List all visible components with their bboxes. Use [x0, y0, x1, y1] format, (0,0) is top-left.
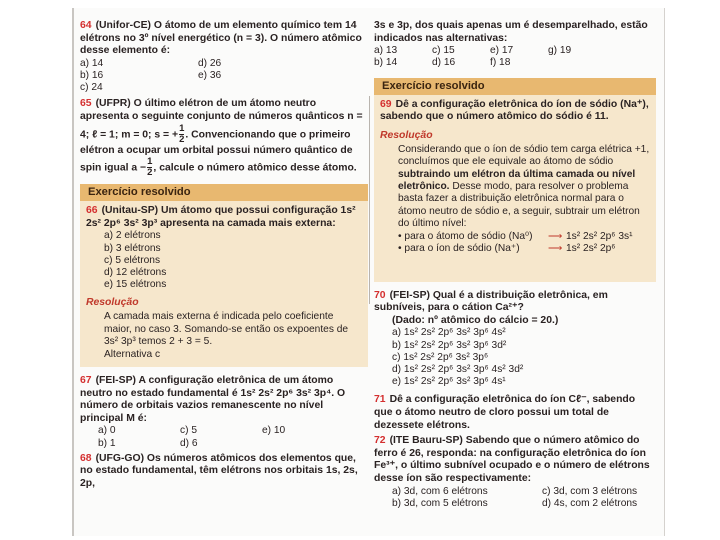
option-a: a) 3d, com 6 elétrons: [392, 485, 488, 497]
option-c: c) 1s² 2s² 2p⁶ 3s² 3p⁶: [392, 351, 489, 363]
option-c: c) 15: [432, 45, 455, 57]
question-text: (FEI-SP) Qual é a distribuição eletrônica, em subníveis, para o cátion Ca²⁺?: [374, 289, 608, 314]
question-70: [374, 290, 656, 389]
question-text: (FEI-SP) A configuração eletrônica de um átomo neutro no estado fundamental é 1s² 2s² 2p⁶ 3s² 3p⁴. O número de orbitais vazios remanescente no nível principal M é:: [80, 375, 346, 424]
question-68-continued: [374, 20, 656, 70]
option-c: c) 5 elétrons: [104, 254, 161, 266]
bullet-atom-config: 1s² 2s² 2p⁶ 3s¹: [566, 230, 633, 242]
option-c: c) 3d, com 3 elétrons: [542, 485, 638, 497]
option-b: b) 14: [374, 57, 398, 69]
solved-exercise-box: [80, 184, 368, 367]
option-d: d) 1s² 2s² 2p⁶ 3s² 3p⁶ 4s² 3d²: [392, 363, 524, 375]
option-a: a) 14: [80, 57, 104, 69]
option-d: d) 6: [180, 437, 198, 449]
question-72: [374, 435, 656, 510]
box-title: Exercício resolvido: [80, 184, 368, 201]
resolution-text: Considerando que o íon de sódio tem carga elétrica +1, concluímos que ele equivale ao átomo de sódio subtraindo um elétron da última camada ou nível eletrônico. Desse modo, para resolver o problema basta fazer a distribuição eletrônica normal para o átomo neutro de sódio e, a seguir, subtrair um elétron do último nível: • para o átomo de sódio (Na⁰) ⟶ 1s² 2s² 2p⁶ 3s¹ • para o íon de sódio (Na⁺) ⟶ 1s² 2s² 2p⁶: [380, 144, 650, 256]
arrow-icon: ⟶: [548, 230, 563, 242]
option-a: a) 1s² 2s² 2p⁶ 3s² 3p⁶ 4s²: [392, 327, 506, 339]
question-data: (Dado: nº atômico do cálcio = 20.): [392, 314, 559, 326]
question-number: 67: [80, 375, 92, 386]
answer-options: [80, 425, 368, 449]
question-64: [80, 20, 368, 94]
right-column: [374, 20, 656, 512]
option-b: b) 1: [98, 437, 116, 449]
bullet-ion-label: • para o íon de sódio (Na⁺): [398, 243, 520, 255]
option-b: b) 16: [80, 69, 104, 81]
question-71: [374, 394, 656, 432]
question-number: 65: [80, 98, 92, 110]
option-e: e) 17: [490, 45, 514, 57]
question-text: Dê a configuração eletrônica do íon de sódio (Na⁺), sabendo que o número atômico do sódio é 11.: [380, 98, 649, 123]
bullet-ion-config: 1s² 2s² 2p⁶: [566, 243, 616, 255]
question-text-part4: , calcule o número atômico desse átomo.: [153, 162, 357, 174]
option-c: c) 24: [80, 82, 103, 94]
bullet-atom-label: • para o átomo de sódio (Na⁰): [398, 230, 533, 242]
resolution-answer: Alternativa c: [104, 348, 161, 360]
question-number: 72: [374, 435, 386, 447]
arrow-icon: ⟶: [548, 243, 563, 255]
question-65: [80, 98, 368, 178]
question-text: (UFG-GO) Os números atômicos dos elementos que, no estado fundamental, têm elétrons nos orbitais 1s, 2s, 2p,: [80, 452, 358, 489]
solved-exercise-box: [374, 78, 656, 282]
textbook-page: [72, 8, 665, 536]
option-d: d) 4s, com 2 elétrons: [542, 497, 638, 509]
question-number: 68: [80, 452, 92, 464]
question-number: 66: [86, 205, 98, 217]
question-text: 3s e 3p, dos quais apenas um é desemparelhado, estão indicados nas alternativas:: [374, 20, 648, 44]
option-a: a) 0: [98, 425, 116, 437]
option-e: e) 10: [262, 425, 286, 437]
question-text: (ITE Bauru-SP) Sabendo que o número atômico do ferro é 26, responda: na configuração eletrônica do íon Fe³⁺, o último subnível ocupado e o número de elétrons desse íon são respectivamente:: [374, 435, 650, 484]
question-text-part2: m = 0; s = +: [121, 128, 179, 140]
answer-options: [86, 230, 362, 291]
question-text: Dê a configuração eletrônica do íon Cℓ⁻, sabendo que o átomo neutro de cloro possui um total de dezessete elétrons.: [374, 394, 636, 431]
question-text-part3: . Convencionando que o primeiro elétron a ocupar um orbital possui número quântico de spin igual a −: [80, 128, 353, 174]
question-69: [380, 99, 650, 124]
option-d: d) 12 elétrons: [104, 266, 167, 278]
option-b: b) 1s² 2s² 2p⁶ 3s² 3p⁶ 3d²: [392, 339, 507, 351]
configuration-list: [398, 231, 650, 256]
left-column: [80, 20, 368, 493]
question-number: 69: [380, 98, 392, 110]
option-d: d) 26: [198, 57, 222, 69]
option-g: g) 19: [548, 45, 572, 57]
option-e: e) 1s² 2s² 2p⁶ 3s² 3p⁶ 4s¹: [392, 376, 506, 388]
resolution-text: A camada mais externa é indicada pelo coeficiente maior, no caso 3. Somando-se então os expoentes de 3s² 3p³ temos 2 + 3 = 5. Alternativa c: [104, 311, 349, 360]
question-67: [80, 375, 368, 450]
answer-options: [374, 327, 656, 388]
question-number: 71: [374, 394, 386, 406]
option-f: f) 18: [490, 57, 511, 69]
column-separator: [369, 96, 370, 304]
option-e: e) 15 elétrons: [104, 279, 167, 291]
resolution-label: Resolução: [86, 297, 139, 309]
fraction-one-half-negative: $\frac{1}{2}$: [147, 156, 153, 179]
option-b: b) 3d, com 5 elétrons: [392, 497, 488, 509]
question-text-part1: (UFPR) O último elétron de um átomo neutro apresenta o seguinte conjunto de números quânticos n = 4; ℓ = 1;: [80, 98, 363, 140]
question-66: [86, 205, 362, 291]
box-title: Exercício resolvido: [374, 78, 656, 95]
question-text: (Unitau-SP) Um átomo que possui configuração 1s² 2s² 2p⁶ 3s² 3p³ apresenta na camada mais externa:: [86, 205, 356, 229]
answer-options: [374, 45, 656, 69]
answer-options: [374, 486, 656, 510]
option-e: e) 36: [198, 69, 222, 81]
option-a: a) 13: [374, 45, 398, 57]
question-number: 70: [374, 289, 386, 301]
question-68: [80, 453, 368, 491]
option-a: a) 2 elétrons: [104, 230, 161, 242]
answer-options: [80, 58, 368, 95]
option-c: c) 5: [180, 425, 197, 437]
question-number: 64: [80, 20, 92, 31]
resolution-label: Resolução: [380, 129, 433, 141]
option-b: b) 3 elétrons: [104, 242, 161, 254]
question-text: (Unifor-CE) O átomo de um elemento químico tem 14 elétrons no 3º nível energético (n = 3). O número atômico desse elemento é:: [80, 20, 362, 57]
option-d: d) 16: [432, 57, 456, 69]
fraction-one-half: $\frac{1}{2}$: [179, 122, 185, 145]
